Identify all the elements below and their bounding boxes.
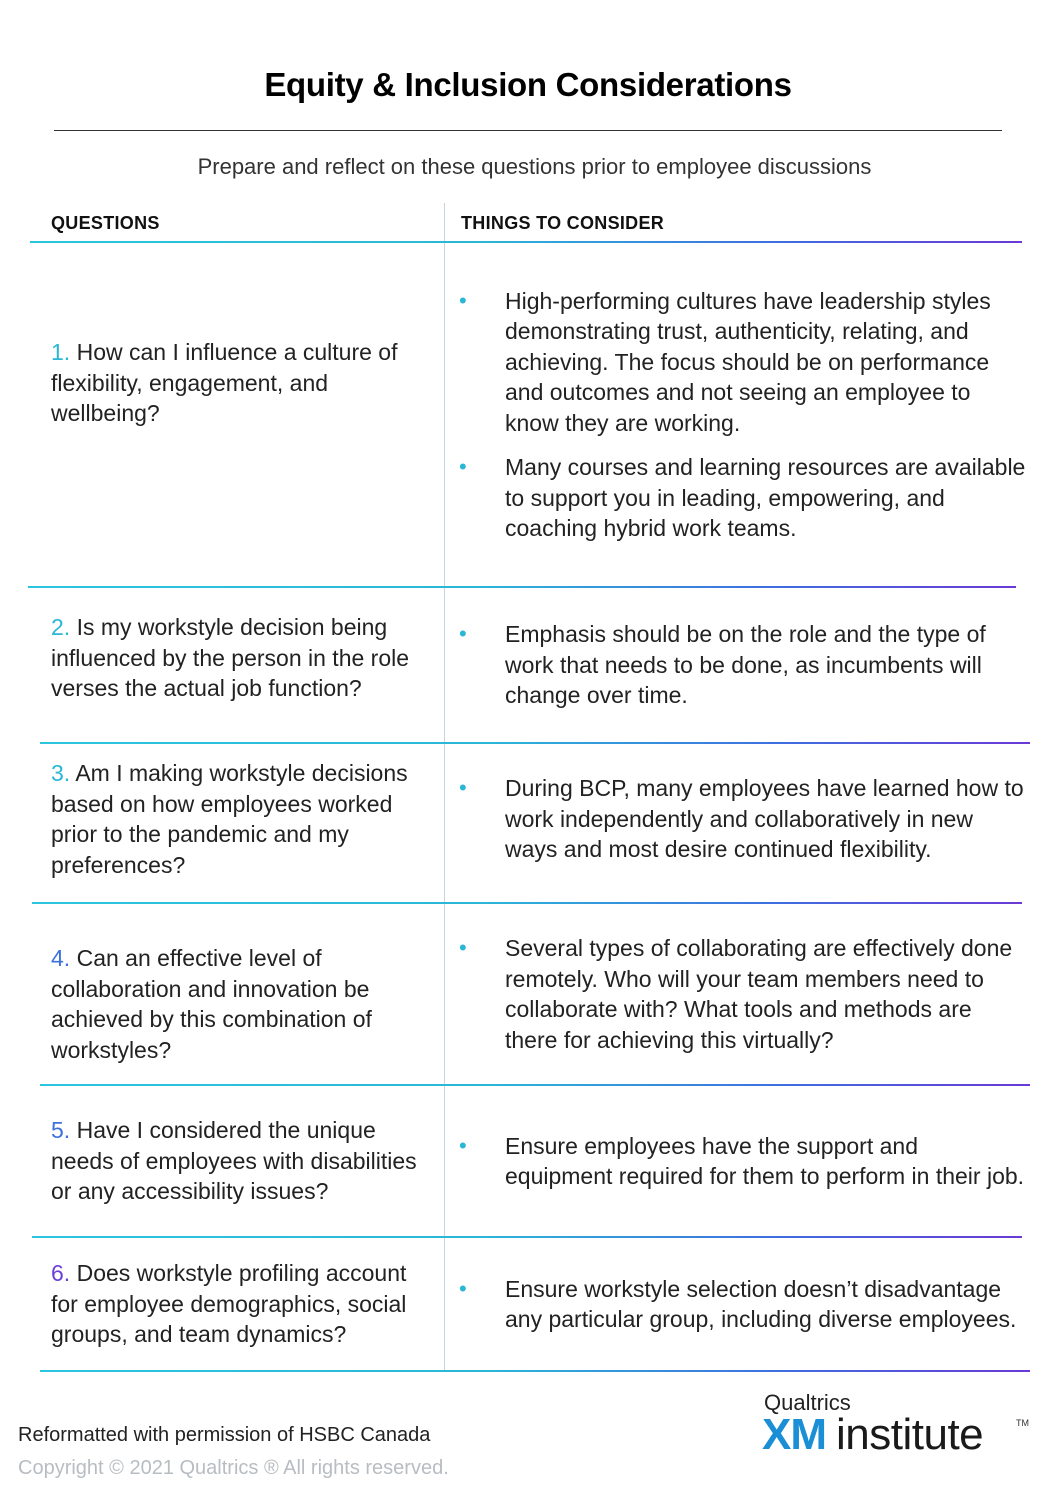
- page-subtitle: Prepare and reflect on these questions prior to employee discussions: [197, 154, 872, 179]
- question-text: Am I making workstyle decisions based on how employees worked prior to the pandemic and my preferences?: [51, 760, 408, 878]
- question-cell: [51, 1238, 431, 1370]
- question-text: Can an effective level of collaboration and innovation be achieved by this combination of workstyles?: [51, 945, 372, 1063]
- bullet-icon: •: [459, 1275, 467, 1301]
- question-cell: [51, 1086, 431, 1236]
- consider-cell: [458, 243, 1028, 586]
- consider-cell: [458, 588, 1028, 742]
- title-divider: [54, 130, 1002, 131]
- consider-item: • Emphasis should be on the role and the type of work that needs to be done, as incumbents will change over time.: [459, 621, 986, 709]
- consider-item: • Many courses and learning resources are available to support you in leading, empowering, and coaching hybrid work teams.: [459, 454, 1026, 541]
- question-cell: [51, 588, 431, 728]
- table-row: [30, 904, 1024, 1084]
- question-number: 4.: [51, 945, 71, 971]
- table-row: [30, 588, 1024, 742]
- question-text: How can I influence a culture of flexibility, engagement, and wellbeing?: [51, 339, 398, 427]
- table-row: [30, 744, 1024, 902]
- logo-institute-text: institute: [836, 1410, 984, 1459]
- bullet-icon: •: [459, 775, 467, 801]
- bullet-icon: •: [459, 287, 467, 313]
- consider-item: • High-performing cultures have leadership styles demonstrating trust, authenticity, relating, and achieving. The focus should be on performance and outcomes and not seeing an employee to know they are working.: [459, 287, 991, 436]
- page-title: Equity & Inclusion Considerations: [264, 66, 792, 103]
- consider-cell: [458, 1238, 1028, 1370]
- question-number: 2.: [51, 614, 71, 641]
- consider-item: • During BCP, many employees have learned how to work independently and collaboratively in new ways and most desire continued flexibility.: [459, 775, 1024, 863]
- table-row: [30, 243, 1024, 586]
- header-things-to-consider: THINGS TO CONSIDER: [461, 213, 665, 233]
- qualtrics-xm-institute-logo: [764, 1390, 1034, 1470]
- question-cell: [51, 243, 431, 523]
- question-text: Is my workstyle decision being influenced by the person in the role verses the actual job function?: [51, 614, 410, 702]
- consider-item: • Several types of collaborating are effectively done remotely. Who will your team members need to collaborate with? What tools and methods are there for achieving this virtually?: [459, 935, 1013, 1053]
- consider-cell: [458, 1086, 1028, 1236]
- logo-qualtrics-text: Qualtrics: [764, 1390, 851, 1415]
- table-row: [30, 1086, 1024, 1236]
- logo-xm-text: XM: [762, 1410, 826, 1459]
- header-questions: QUESTIONS: [51, 213, 160, 233]
- bullet-icon: •: [459, 935, 467, 960]
- question-cell: [51, 744, 431, 894]
- question-number: 6.: [51, 1260, 71, 1287]
- question-text: Have I considered the unique needs of employees with disabilities or any accessibility issues?: [51, 1117, 417, 1205]
- consider-cell: [458, 904, 1028, 1084]
- bullet-icon: •: [459, 454, 467, 479]
- row-divider: [40, 1370, 1030, 1372]
- question-number: 1.: [51, 339, 71, 366]
- table-row: [30, 1238, 1024, 1370]
- question-number: 3.: [51, 760, 71, 786]
- question-number: 5.: [51, 1117, 71, 1144]
- consider-item: • Ensure workstyle selection doesn’t disadvantage any particular group, including diverse employees.: [459, 1275, 1017, 1332]
- question-cell: [51, 904, 431, 1104]
- footer-permission: Reformatted with permission of HSBC Canada: [18, 1424, 431, 1446]
- logo-trademark: TM: [1016, 1418, 1029, 1428]
- bullet-icon: •: [459, 1132, 467, 1158]
- footer-copyright: Copyright © 2021 Qualtrics ® All rights reserved.: [18, 1457, 449, 1479]
- question-text: Does workstyle profiling account for employee demographics, social groups, and team dynamics?: [51, 1260, 407, 1348]
- bullet-icon: •: [459, 621, 467, 647]
- consider-cell: [458, 744, 1028, 894]
- consider-item: • Ensure employees have the support and equipment required for them to perform in their job.: [459, 1132, 1025, 1189]
